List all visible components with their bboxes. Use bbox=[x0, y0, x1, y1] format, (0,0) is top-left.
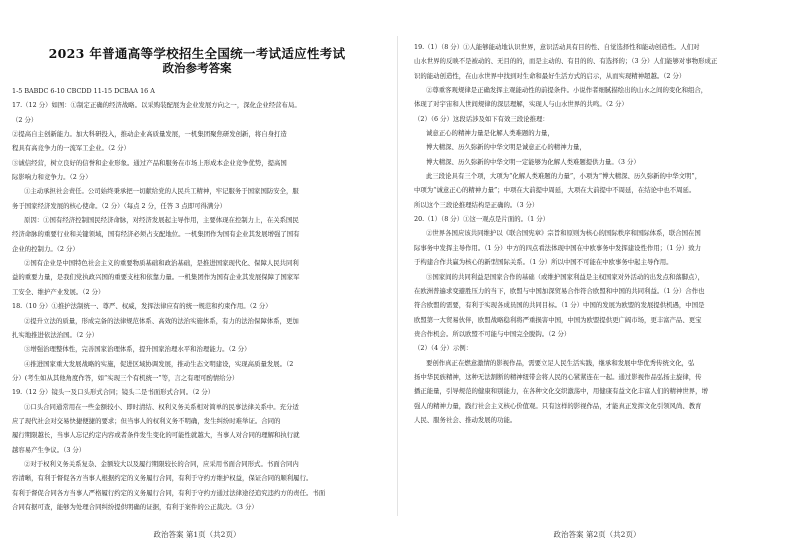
answer-line: 人民、服务社会、推动发展的功能。 bbox=[414, 415, 517, 424]
page-1-footer: 政治答案 第1页（共2页） bbox=[153, 530, 241, 539]
answer-line: （2）（4 分）示例： bbox=[414, 344, 473, 353]
document-title: 政治参考答案 bbox=[162, 61, 232, 75]
answer-line: ②提升立法的质量，形成完备的法律规范体系、高效的法治实施体系，有力的法治保障体系，更加 bbox=[24, 316, 299, 325]
answer-line: 欧盟第一大贸易伙伴，欧盟战略稳利将严重损害中国，中国为欧盟提供更广阔市场，更丰富产品、更宝 bbox=[414, 315, 702, 324]
answer-line: 诚意正心的精神力量是化解人类难题的力量， bbox=[426, 129, 554, 138]
answer-line: 扬中华民族精神，这种无法割断的精神纽带会将人民的心紧紧连在一起。通过影视作品弘扬主旋律，传 bbox=[414, 372, 702, 381]
answer-line: 有利于督促合同各方当事人严格履行约定的义务履行合同，有利于守约方通过法律途径追究违约方的责任。书面 bbox=[12, 488, 326, 497]
answer-line: ②世界各国应该共同维护以《联合国宪章》宗旨和原则为核心的国际秩序和国际体系，联合国在国 bbox=[426, 229, 701, 238]
answer-line: 容清晰，有利于督促各方当事人根据约定的义务履行合同，有利于守约方维护权益，保证合同的顺利履行。 bbox=[12, 474, 313, 483]
answer-line: （2）（6 分）这段话涉及如下有效三段论推理： bbox=[414, 114, 549, 123]
answer-line: 18.（10 分）①推护法制统一、尊严、权威，发挥法律应有的统一规范和约束作用。（2 分） bbox=[12, 302, 272, 311]
answer-line: 际影响力和竞争力。（2 分） bbox=[12, 173, 92, 182]
page-2 bbox=[400, 0, 794, 550]
answer-line: ①主动承担社会责任。公司始终秉承把一切献给党的人民兵工精神，牢记服务于国家国防安全，服 bbox=[24, 187, 299, 196]
answer-line: ③增强治理整体性，完善国家治理体系，提升国家治理水平和治理能力。（2 分） bbox=[24, 345, 251, 354]
answer-line: （2 分） bbox=[12, 115, 38, 124]
answer-line: 中项为“诚意正心的精神力量”；中项在大前提中周延，大项在大前提中不周延，在结论中也不周延。 bbox=[414, 186, 696, 195]
answer-line: ②对于权利义务关系复杂、金额较大以及履行期限较长的合同，应采用书面合同形式。书面合同内 bbox=[24, 459, 299, 468]
answer-line: 企业的控制力。（2 分） bbox=[12, 244, 79, 253]
answer-line: ②提高自主创新能力。加大科研投入，推动企业高质量发展，一机集团聚焦研发创新，将自身打造 bbox=[12, 130, 287, 139]
answer-line: 1-5 BABDC 6-10 CBCDD 11-15 DCBAA 16 A bbox=[12, 87, 155, 95]
answer-line: 经济命脉的重要行业和关键领域，国有经济必须占支配地位。一机集团作为国有企业其发展增强了国有 bbox=[12, 230, 300, 239]
answer-line: 越容易产生争议。（3 分） bbox=[12, 445, 86, 454]
answer-line: 此三段论具有三个项，大项为“化解人类难题的力量”，小项为“博大精深、历久弥新的中华文明”， bbox=[426, 172, 702, 181]
answer-line: ③诚信经营，树立良好的信誉和企业形象。通过产品和服务在市场上形成本企业竞争优势，提高国 bbox=[12, 158, 287, 167]
page-divider bbox=[397, 36, 398, 516]
answer-line: ②尊重客观规律是正确发挥主观能动性的前提条件。小说作者细腻描绘出的山水之间的变化和组合， bbox=[426, 86, 708, 95]
exam-title: 2023 年普通高等学校招生全国统一考试适应性考试 bbox=[48, 46, 346, 61]
answer-line: 于构建合作共赢为核心的新型国际关系。（1 分）所以中国不可能在中欧事务中起主导作用。 bbox=[414, 258, 673, 267]
answer-line: ③国家间的共同利益是国家合作的基础（或维护国家利益是主权国家对外活动的出发点和落脚点）， bbox=[426, 272, 704, 281]
answer-line: 17.（12 分）如图：①制定正确的经济战略。以采购装配展为企业发展方向之一，深化企业经营布局。 bbox=[12, 101, 301, 110]
answer-line: 博大精深、历久弥新的中华文明是诚意正心的精神力量， bbox=[426, 143, 586, 152]
answer-line: 原因：①国有经济控制国民经济命脉，对经济发展起主导作用，主要体现在控制力上，在关系国民 bbox=[24, 216, 299, 225]
answer-line: 识的能动创造性，在山水世界中找到对生命和最好生活方式的启示，从而实现精神超越。（2 分） bbox=[414, 71, 686, 80]
answer-line: 程具有高竞争力的一流军工企业。（2 分） bbox=[12, 144, 130, 153]
answer-line: 符合欧盟的需要，有利于实现各成员国的共同目标。（1 分）中国的发展为欧盟的发展提供机遇，中国是 bbox=[414, 301, 705, 310]
answer-line: 博大精深、历久弥新的中华文明一定能够为化解人类难题提供力量。（3 分） bbox=[426, 157, 640, 166]
answer-line: 履行期限越长，当事人忘记约定内容或者条件发生变化的可能性就越大，当事人对合同的理解和执行就 bbox=[12, 431, 300, 440]
page-1-answer-text bbox=[12, 84, 384, 514]
answer-line: 在欧洲普遍求变避胜压力的当下，欧盟与中国加深贸易合作符合欧盟和中国的共同利益。（1 分）合作也 bbox=[414, 286, 705, 295]
answer-line: 强人的精神力量，践行社会主义核心价值观。只有这样的影视作品，才能真正发挥文化引领风尚、教育 bbox=[414, 401, 702, 410]
answer-line: 播正能量，引导规范的健康和别能力，在各种文化交织激荡中，用健康有益文化丰富人们的精神世界，增 bbox=[414, 387, 708, 396]
answer-line: 分）(考生如从其他角度作答，如“实现三个有机统一”等，言之有理可酌情给分） bbox=[12, 373, 239, 382]
page-2-answer-text bbox=[414, 40, 788, 427]
answer-line: 务于国家经济发展的核心使命。（2 分）（每点 2 分，任答 3 点即可得满分） bbox=[12, 201, 227, 210]
answer-line: 所以这个三段论推理结构是正确的。（3 分） bbox=[414, 200, 539, 209]
answer-line: ④推进国家重大发展战略的实施，促进区域协调发展，推动生态文明建设，实现高质量发展。（2 bbox=[24, 359, 294, 368]
answer-line: 山水世界的反映不是被动的、无目的的，而是主动的、有目的的、有选择的；（3 分）人们能够对事物形成正 bbox=[414, 57, 718, 66]
answer-line: 19.（12 分）镜头一及口头形式合同；镜头二是书面形式合同。（2 分） bbox=[12, 388, 215, 397]
answer-line: 20.（1）（8 分）①这一观点是片面的。（1 分） bbox=[414, 215, 550, 224]
answer-line: 工安全、维护产业发展。（2 分） bbox=[12, 287, 105, 296]
answer-line: ②国有企业是中国特色社会主义的重要物质基础和政治基础，是推进国家现代化、保障人民共同利 bbox=[24, 259, 299, 268]
answer-line: 际事务中发挥主导作用。（1 分）中方的四点看法体现中国在中欧事务中发挥建设性作用；（1 分）致力 bbox=[414, 243, 701, 252]
answer-line: 贵合作机会。所以欧盟不可能与中国完全脱钩。（2 分） bbox=[414, 329, 571, 338]
page-2-footer: 政治答案 第2页（共2页） bbox=[553, 530, 641, 539]
page-1 bbox=[0, 0, 394, 550]
answer-line: 扎实地推进依法治国。（2 分） bbox=[12, 330, 98, 339]
answer-line: 19.（1）（8 分）①人能够能动地认识世界，意识活动具有目的性、自觉选择性和能动创造性。人们对 bbox=[414, 43, 700, 51]
answer-line: 体现了对宇宙和人世间规律的深层理解，实现人与山水世界的共鸣。（2 分） bbox=[414, 100, 628, 109]
answer-line: ①口头合同通常用在一些金额较小、即时清结、权利义务关系相对简单的民事法律关系中。充分适 bbox=[24, 402, 299, 411]
answer-line: 益的重要力量，是我们党执政兴国的重要支柱和依靠力量。一机集团作为国有企业其发展保障了国家军 bbox=[12, 273, 300, 282]
answer-line: 应了现代社会对交易快捷便捷的要求；但当事人的权利义务不明确，发生纠纷时难举证。合同的 bbox=[12, 416, 281, 425]
answer-line: 要创作真正在燃意激情的影视作品，需要立足人民生活实践，继承和发展中华优秀传统文化，弘 bbox=[426, 358, 695, 367]
answer-line: 合同有据可查，能够为处理合同纠纷提供明确的证据，有利于案件的公正裁决。（3 分） bbox=[12, 502, 258, 511]
